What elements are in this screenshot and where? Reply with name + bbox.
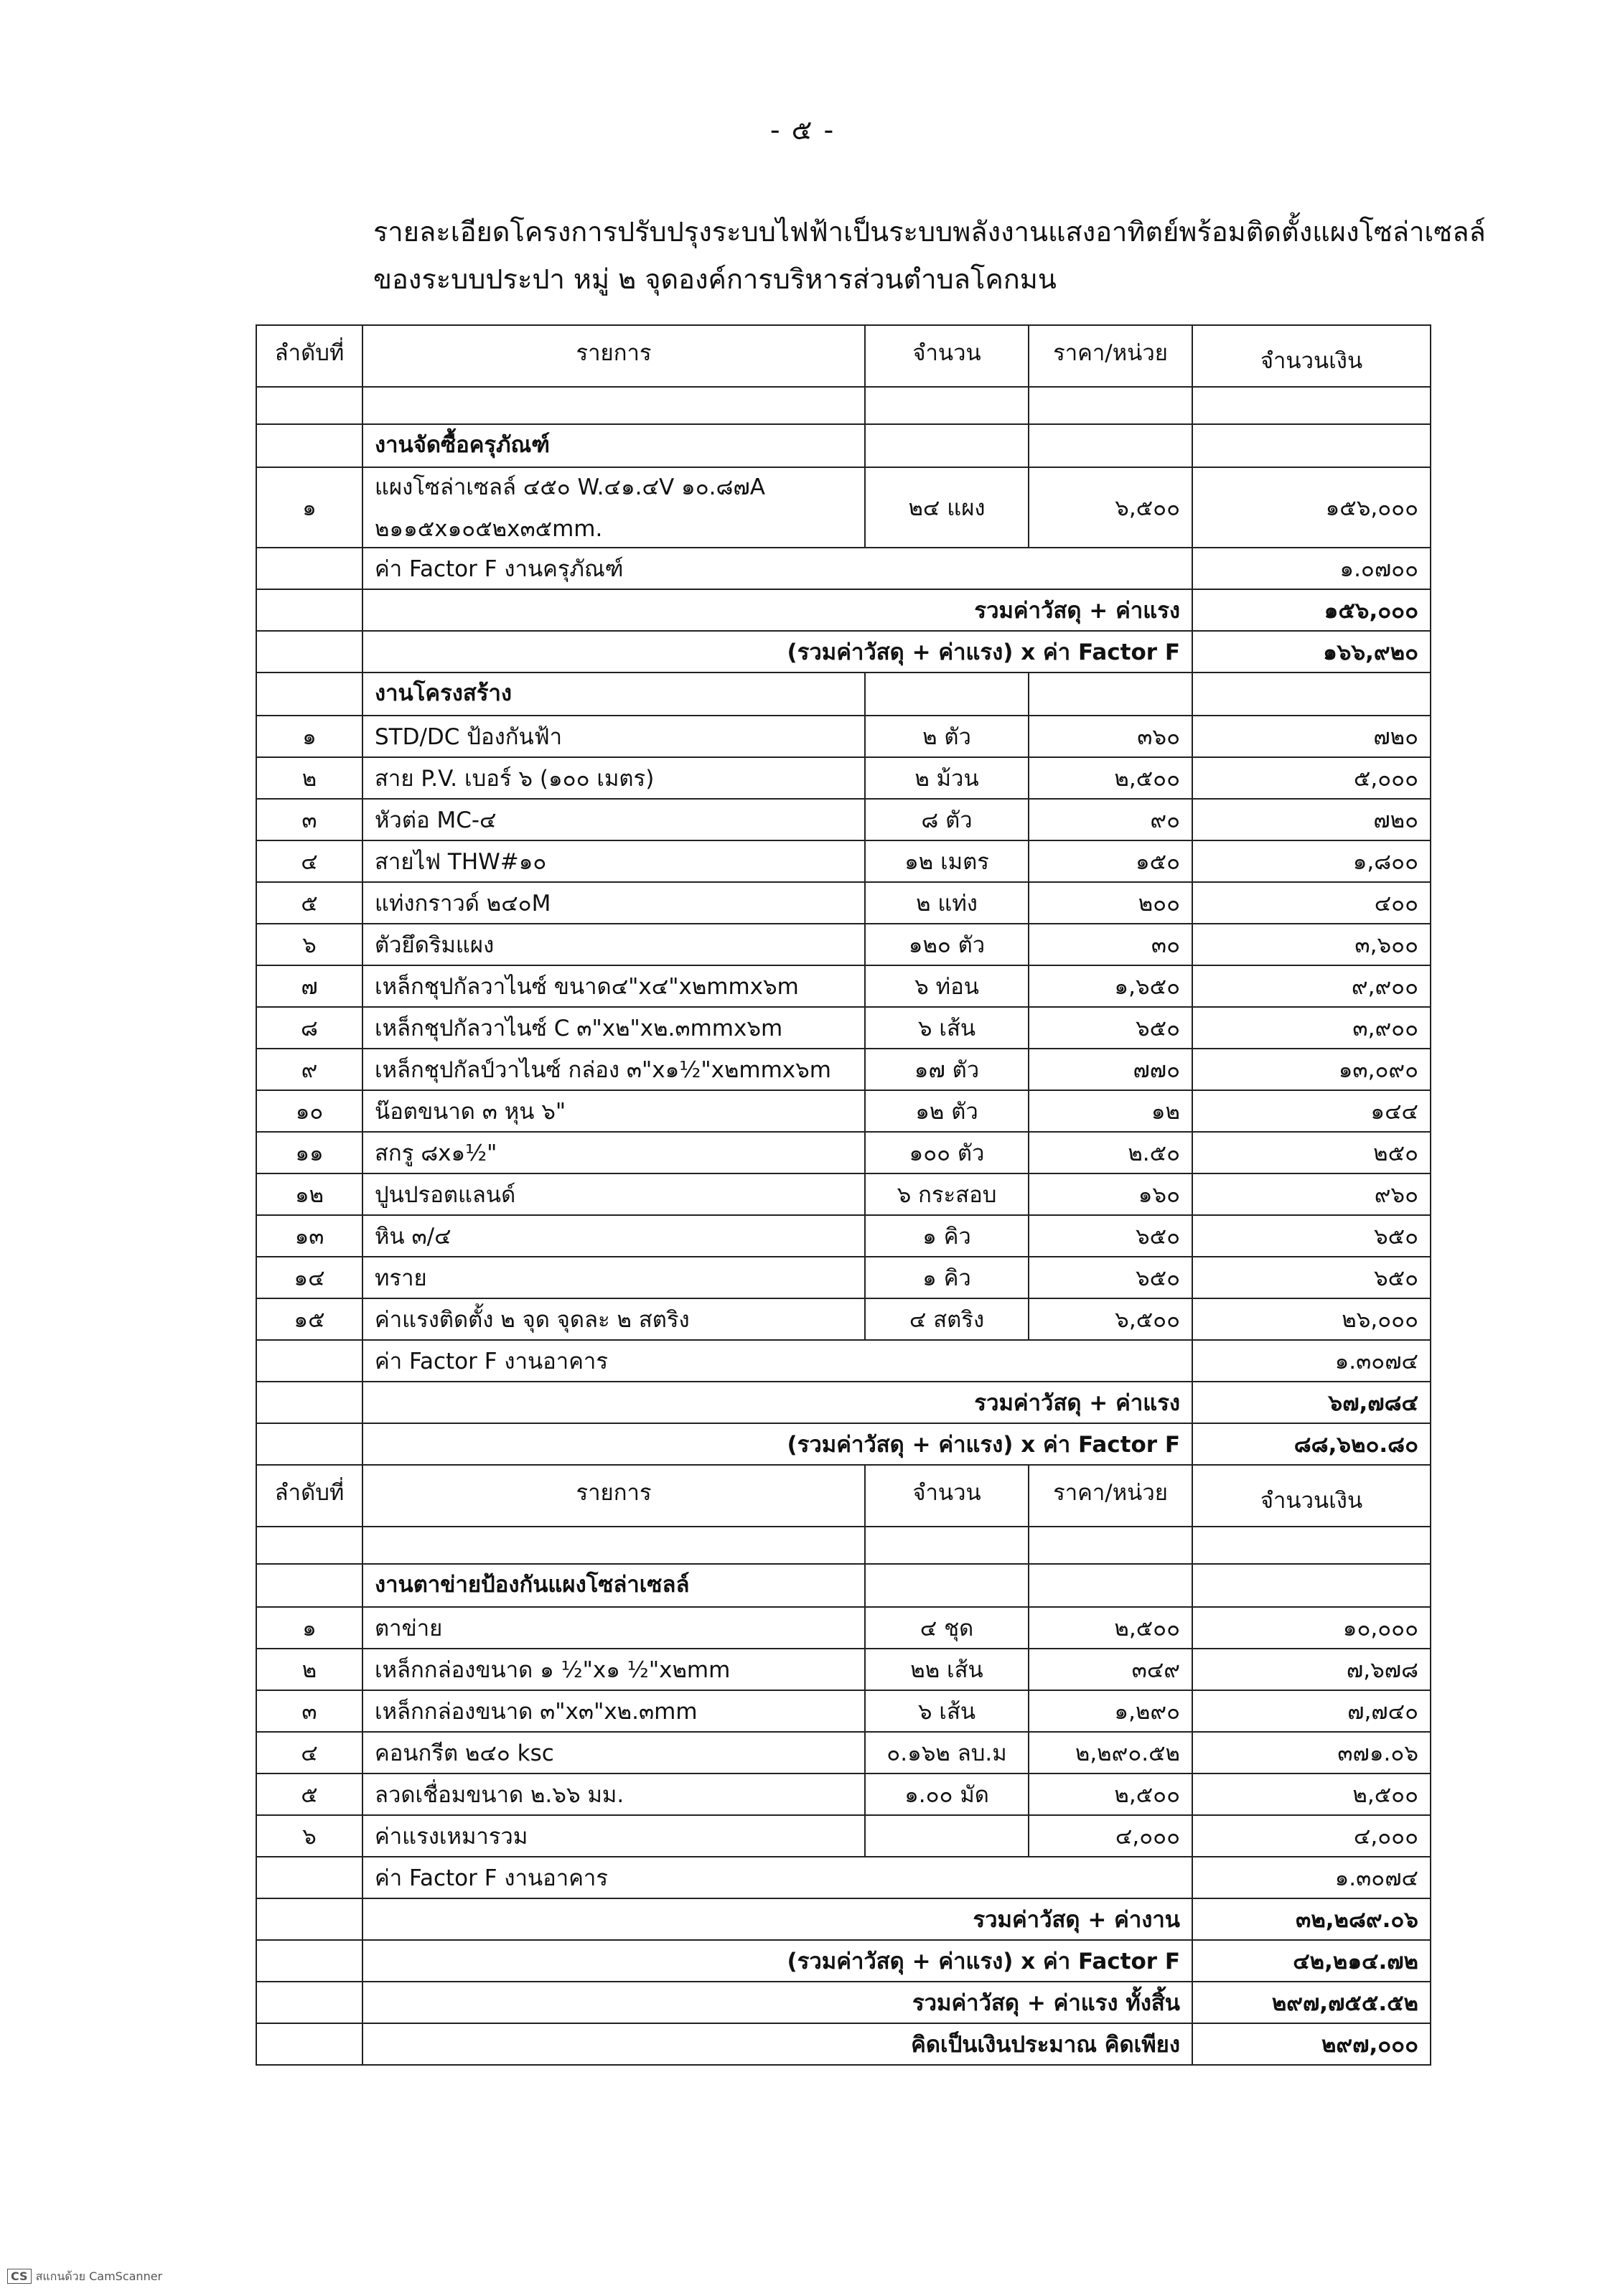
row-no: ๑๒	[256, 1173, 362, 1215]
row-amount: ๒๖,๐๐๐	[1192, 1298, 1431, 1340]
row-amount: ๓,๖๐๐	[1192, 924, 1431, 965]
row-item-line2: ๒๑๑๕x๑๐๕๒x๓๕mm.	[375, 516, 603, 542]
row-amount: ๒,๕๐๐	[1192, 1773, 1431, 1815]
row-amount: ๔,๐๐๐	[1192, 1815, 1431, 1857]
header-item: รายการ	[362, 325, 865, 387]
row-price: ๑,๖๕๐	[1029, 965, 1192, 1007]
row-amount: ๓๗๑.๐๖	[1192, 1732, 1431, 1773]
subtotal-label: รวมค่าวัสดุ + ค่าแรง	[362, 589, 1192, 631]
factor-total-label: (รวมค่าวัสดุ + ค่าแรง) x ค่า Factor F	[362, 1940, 1192, 1982]
row-item: ตาข่าย	[362, 1607, 865, 1649]
table-row	[256, 1257, 1431, 1298]
row-no: ๑๔	[256, 1257, 362, 1298]
row-item: เหล็กชุปกัลวาไนซ์ C ๓"x๒"x๒.๓mmx๖m	[362, 1007, 865, 1049]
row-item: แท่งกราวด์ ๒๔๐M	[362, 882, 865, 924]
row-amount: ๗๒๐	[1192, 716, 1431, 757]
factor-total-value: ๘๘,๖๒๐.๘๐	[1192, 1423, 1431, 1465]
row-no: ๔	[256, 840, 362, 882]
row-no: ๑๓	[256, 1215, 362, 1257]
table-row	[256, 924, 1431, 965]
spacer-row	[256, 1527, 1431, 1564]
spacer-row	[256, 387, 1431, 424]
row-price: ๓๐	[1029, 924, 1192, 965]
table-row	[256, 1732, 1431, 1773]
row-item: สาย P.V. เบอร์ ๖ (๑๐๐ เมตร)	[362, 757, 865, 799]
row-no: ๗	[256, 965, 362, 1007]
factor-row	[256, 1857, 1431, 1898]
subtotal-value: ๑๕๖,๐๐๐	[1192, 589, 1431, 631]
row-price: ๖,๕๐๐	[1029, 467, 1192, 548]
table-row	[256, 1773, 1431, 1815]
row-price: ๒๐๐	[1029, 882, 1192, 924]
table-row	[256, 716, 1431, 757]
row-price: ๗๗๐	[1029, 1049, 1192, 1090]
row-amount: ๓,๙๐๐	[1192, 1007, 1431, 1049]
row-item: ปูนปรอตแลนด์	[362, 1173, 865, 1215]
row-item: ค่าแรงเหมารวม	[362, 1815, 865, 1857]
factor-total-row	[256, 1423, 1431, 1465]
factor-row	[256, 548, 1431, 589]
row-qty: ๖ เส้น	[865, 1690, 1029, 1732]
row-item: ค่าแรงติดตั้ง ๒ จุด จุดละ ๒ สตริง	[362, 1298, 865, 1340]
table-header-row	[256, 325, 1431, 387]
factor-label: ค่า Factor F งานอาคาร	[362, 1857, 1192, 1898]
section-header-row	[256, 1564, 1431, 1607]
row-item: สกรู ๘x๑½"	[362, 1132, 865, 1173]
factor-total-value: ๑๖๖,๙๒๐	[1192, 631, 1431, 673]
row-qty: ๑ คิว	[865, 1257, 1029, 1298]
document-title-line2: ของระบบประปา หมู่ ๒ จุดองค์การบริหารส่วนตำบลโคกมน	[373, 263, 1057, 295]
section2-rows	[256, 716, 1431, 1340]
table-row	[256, 1607, 1431, 1649]
factor-label: ค่า Factor F งานอาคาร	[362, 1340, 1192, 1382]
factor-total-label: (รวมค่าวัสดุ + ค่าแรง) x ค่า Factor F	[362, 1423, 1192, 1465]
row-no: ๓	[256, 799, 362, 840]
subtotal-row	[256, 1382, 1431, 1423]
row-item-line1: แผงโซล่าเซลล์ ๔๕๐ W.๔๑.๔V ๑๐.๘๗A	[375, 474, 765, 500]
page-number: - ๕ -	[769, 114, 836, 146]
row-qty: ๑๒ ตัว	[865, 1090, 1029, 1132]
row-qty: ๑๒ เมตร	[865, 840, 1029, 882]
table-row	[256, 1298, 1431, 1340]
row-price: ๙๐	[1029, 799, 1192, 840]
row-qty: ๒ ตัว	[865, 716, 1029, 757]
row-amount: ๑๔๔	[1192, 1090, 1431, 1132]
section-header-row	[256, 673, 1431, 716]
row-item: เหล็กกล่องขนาด ๑ ½"x๑ ½"x๒mm	[362, 1649, 865, 1690]
table-row	[256, 1049, 1431, 1090]
row-amount: ๒๕๐	[1192, 1132, 1431, 1173]
section-header-row	[256, 424, 1431, 467]
subtotal-row	[256, 589, 1431, 631]
table-row	[256, 1173, 1431, 1215]
row-no: ๑๕	[256, 1298, 362, 1340]
scanner-logo: CS	[7, 2269, 32, 2284]
row-price: ๒,๕๐๐	[1029, 1607, 1192, 1649]
row-item: ตัวยึดริมแผง	[362, 924, 865, 965]
table-row	[256, 467, 1431, 548]
row-qty: ๘ ตัว	[865, 799, 1029, 840]
row-qty: ๔ สตริง	[865, 1298, 1029, 1340]
row-price: ๑๖๐	[1029, 1173, 1192, 1215]
row-price: ๒,๕๐๐	[1029, 757, 1192, 799]
subtotal-label: รวมค่าวัสดุ + ค่างาน	[362, 1898, 1192, 1940]
row-item: STD/DC ป้องกันฟ้า	[362, 716, 865, 757]
factor-label: ค่า Factor F งานครุภัณฑ์	[362, 548, 1192, 589]
row-amount: ๖๕๐	[1192, 1215, 1431, 1257]
row-item: น๊อตขนาด ๓ หุน ๖"	[362, 1090, 865, 1132]
row-no: ๘	[256, 1007, 362, 1049]
row-amount: ๑๐,๐๐๐	[1192, 1607, 1431, 1649]
row-item: สายไฟ THW#๑๐	[362, 840, 865, 882]
row-amount: ๑๕๖,๐๐๐	[1192, 467, 1431, 548]
table-row	[256, 882, 1431, 924]
header-qty: จำนวน	[865, 325, 1029, 387]
subtotal-row	[256, 1898, 1431, 1940]
table-row	[256, 965, 1431, 1007]
factor-value: ๑.๐๗๐๐	[1192, 548, 1431, 589]
row-price: ๓๔๙	[1029, 1649, 1192, 1690]
row-qty: ๑๗ ตัว	[865, 1049, 1029, 1090]
row-qty: ๖ กระสอบ	[865, 1173, 1029, 1215]
subtotal-value: ๖๗,๗๘๔	[1192, 1382, 1431, 1423]
approx-total-value: ๒๙๗,๐๐๐	[1192, 2023, 1431, 2065]
table-row	[256, 1649, 1431, 1690]
factor-total-value: ๔๒,๒๑๔.๗๒	[1192, 1940, 1431, 1982]
grand-total-row	[256, 1982, 1431, 2023]
row-qty: ๖ เส้น	[865, 1007, 1029, 1049]
row-item: เหล็กชุปกัลวาไนซ์ ขนาด๔"x๔"x๒mmx๖m	[362, 965, 865, 1007]
row-item: เหล็กชุปกัลป์วาไนซ์ กล่อง ๓"x๑½"x๒mmx๖m	[362, 1049, 865, 1090]
row-qty: ๒ ม้วน	[865, 757, 1029, 799]
row-amount: ๗๒๐	[1192, 799, 1431, 840]
row-amount: ๖๕๐	[1192, 1257, 1431, 1298]
subtotal-value: ๓๒,๒๘๙.๐๖	[1192, 1898, 1431, 1940]
row-item: หัวต่อ MC-๔	[362, 799, 865, 840]
approx-total-label: คิดเป็นเงินประมาณ คิดเพียง	[362, 2023, 1192, 2065]
header-no: ลำดับที่	[256, 325, 362, 387]
row-qty: ๒ แท่ง	[865, 882, 1029, 924]
header-price: ราคา/หน่วย	[1029, 325, 1192, 387]
header-amount: จำนวนเงิน	[1192, 325, 1431, 387]
header-price: ราคา/หน่วย	[1029, 1465, 1192, 1527]
factor-value: ๑.๓๐๗๔	[1192, 1857, 1431, 1898]
row-no: ๖	[256, 1815, 362, 1857]
row-no: ๑๑	[256, 1132, 362, 1173]
row-item: เหล็กกล่องขนาด ๓"x๓"x๒.๓mm	[362, 1690, 865, 1732]
table-row	[256, 1132, 1431, 1173]
section-name: งานจัดซื้อครุภัณฑ์	[362, 424, 865, 467]
table-row	[256, 840, 1431, 882]
row-amount: ๗,๗๔๐	[1192, 1690, 1431, 1732]
grand-total-label: รวมค่าวัสดุ + ค่าแรง ทั้งสิ้น	[362, 1982, 1192, 2023]
section3-rows	[256, 1607, 1431, 1857]
row-no: ๑	[256, 467, 362, 548]
row-price: ๒,๕๐๐	[1029, 1773, 1192, 1815]
approx-total-row	[256, 2023, 1431, 2065]
row-price: ๑,๒๙๐	[1029, 1690, 1192, 1732]
table-row	[256, 757, 1431, 799]
row-no: ๒	[256, 1649, 362, 1690]
factor-value: ๑.๓๐๗๔	[1192, 1340, 1431, 1382]
grand-total-value: ๒๙๗,๗๕๕.๕๒	[1192, 1982, 1431, 2023]
row-price: ๑๕๐	[1029, 840, 1192, 882]
row-price: ๖,๕๐๐	[1029, 1298, 1192, 1340]
header-amount: จำนวนเงิน	[1192, 1465, 1431, 1527]
factor-total-row	[256, 1940, 1431, 1982]
row-item	[362, 467, 865, 548]
header-qty: จำนวน	[865, 1465, 1029, 1527]
row-price: ๒.๕๐	[1029, 1132, 1192, 1173]
row-qty: ๑.๐๐ มัด	[865, 1773, 1029, 1815]
row-qty: ๔ ชุด	[865, 1607, 1029, 1649]
row-amount: ๙,๙๐๐	[1192, 965, 1431, 1007]
row-qty: ๑๐๐ ตัว	[865, 1132, 1029, 1173]
factor-row	[256, 1340, 1431, 1382]
row-price: ๑๒	[1029, 1090, 1192, 1132]
row-no: ๕	[256, 882, 362, 924]
row-qty: ๖ ท่อน	[865, 965, 1029, 1007]
table-row	[256, 799, 1431, 840]
row-price: ๒,๒๙๐.๕๒	[1029, 1732, 1192, 1773]
row-no: ๔	[256, 1732, 362, 1773]
table-header-row-repeat	[256, 1465, 1431, 1527]
row-no: ๑	[256, 716, 362, 757]
header-item: รายการ	[362, 1465, 865, 1527]
row-no: ๑๐	[256, 1090, 362, 1132]
row-no: ๖	[256, 924, 362, 965]
row-no: ๙	[256, 1049, 362, 1090]
row-no: ๒	[256, 757, 362, 799]
section-name: งานโครงสร้าง	[362, 673, 865, 716]
row-amount: ๔๐๐	[1192, 882, 1431, 924]
row-qty: ๑ คิว	[865, 1215, 1029, 1257]
row-item: ทราย	[362, 1257, 865, 1298]
table-row	[256, 1090, 1431, 1132]
cost-table	[256, 324, 1431, 2066]
row-qty: ๒๒ เส้น	[865, 1649, 1029, 1690]
row-amount: ๑๓,๐๙๐	[1192, 1049, 1431, 1090]
header-no: ลำดับที่	[256, 1465, 362, 1527]
scanner-watermark	[7, 2268, 162, 2286]
row-amount: ๗,๖๗๘	[1192, 1649, 1431, 1690]
factor-total-label: (รวมค่าวัสดุ + ค่าแรง) x ค่า Factor F	[362, 631, 1192, 673]
table-row	[256, 1215, 1431, 1257]
row-item: ลวดเชื่อมขนาด ๒.๖๖ มม.	[362, 1773, 865, 1815]
row-price: ๔,๐๐๐	[1029, 1815, 1192, 1857]
row-no: ๕	[256, 1773, 362, 1815]
row-qty	[865, 1815, 1029, 1857]
subtotal-label: รวมค่าวัสดุ + ค่าแรง	[362, 1382, 1192, 1423]
row-amount: ๙๖๐	[1192, 1173, 1431, 1215]
row-qty: ๒๔ แผง	[865, 467, 1029, 548]
section-name: งานตาข่ายป้องกันแผงโซล่าเซลล์	[362, 1564, 865, 1607]
table-row	[256, 1815, 1431, 1857]
row-price: ๖๕๐	[1029, 1215, 1192, 1257]
row-price: ๖๕๐	[1029, 1007, 1192, 1049]
row-item: หิน ๓/๔	[362, 1215, 865, 1257]
row-price: ๓๖๐	[1029, 716, 1192, 757]
row-qty: ๑๒๐ ตัว	[865, 924, 1029, 965]
table-row	[256, 1690, 1431, 1732]
row-item: คอนกรีต ๒๔๐ ksc	[362, 1732, 865, 1773]
table-row	[256, 1007, 1431, 1049]
row-qty: ๐.๑๖๒ ลบ.ม	[865, 1732, 1029, 1773]
document-title-line1: รายละเอียดโครงการปรับปรุงระบบไฟฟ้าเป็นระบบพลังงานแสงอาทิตย์พร้อมติดตั้งแผงโซล่าเซลล์	[373, 216, 1486, 248]
row-amount: ๕,๐๐๐	[1192, 757, 1431, 799]
row-no: ๓	[256, 1690, 362, 1732]
scanner-text: สแกนด้วย CamScanner	[35, 2269, 163, 2283]
row-amount: ๑,๘๐๐	[1192, 840, 1431, 882]
factor-total-row	[256, 631, 1431, 673]
cost-table-wrapper	[256, 324, 1430, 2066]
row-price: ๖๕๐	[1029, 1257, 1192, 1298]
row-no: ๑	[256, 1607, 362, 1649]
